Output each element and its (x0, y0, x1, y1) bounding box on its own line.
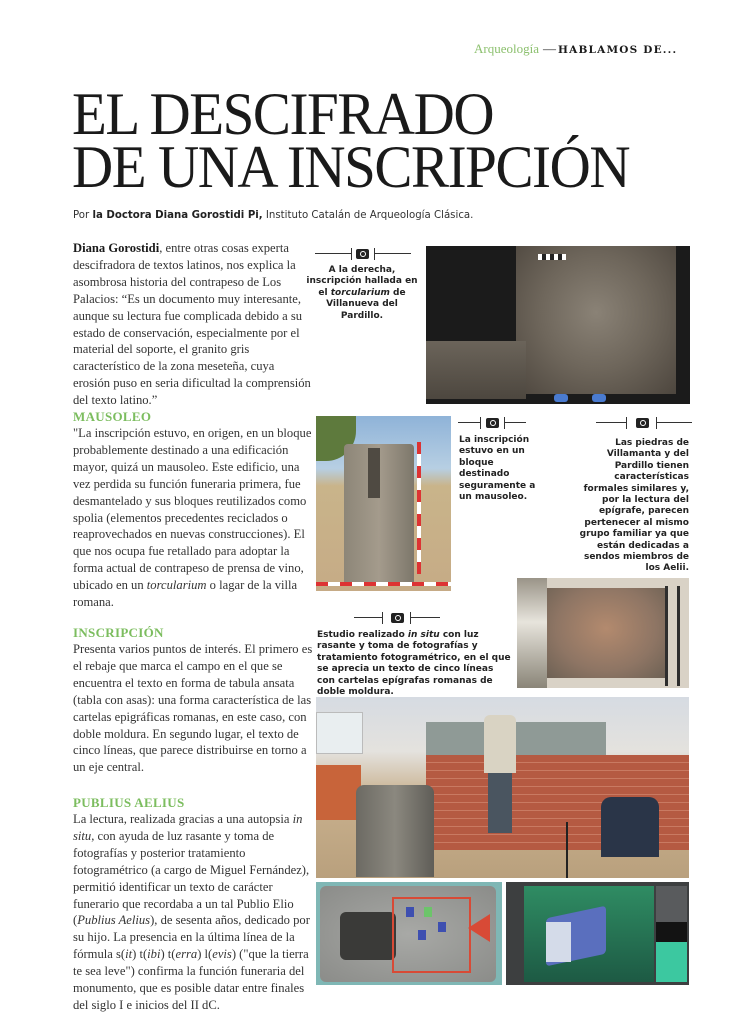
publius-text-3: ), de sesenta años, dedicado por su hijo. La presencia en la última línea de la fórmula s( (73, 913, 310, 962)
publius-text-1: La lectura, realizada gracias a una autopsia (73, 812, 293, 826)
photo-field-study (316, 697, 689, 878)
intro-text: , entre otras cosas experta descifradora de textos latinos, nos explica la asombrosa historia del contrapeso de Los Palacios: “Es un documento muy interesante, aunque su lectura fue complicada debido a su estado de conservación, especialmente por el material del soporte, el granito gris característico de la zona meseteña, cuya erosión puso en seria dificultad la comprensión del texto latino.” (73, 241, 311, 408)
caption-1-italic: torcularium (330, 287, 390, 298)
photo-photogrammetry-software (506, 882, 689, 985)
caption-4-italic: in situ (407, 630, 440, 640)
caption-2: La inscripción estuvo en un bloque destinado seguramente a un mausoleo. (459, 435, 536, 503)
publius-italic-2: Publius Aelius (77, 913, 151, 928)
section-dash: — (542, 41, 556, 56)
caption-1 (306, 265, 418, 322)
publius-italic-4: ibi (147, 947, 161, 962)
inscripcion-paragraph: Presenta varios puntos de interés. El primero es el rebaje que marca el campo en el que se encuentra el texto en forma de tabula ansata (tabla con asas): una forma característica de las cartelas epigráficas romanas, en este caso, con doble moldura. En segundo lugar, el texto de cinco líneas, que parece distribuirse en torno a un eje central. (73, 642, 313, 775)
intro-paragraph (73, 240, 313, 409)
byline-author: la Doctora Diana Gorostidi Pi, (92, 210, 263, 221)
section-tag (474, 41, 677, 57)
category-label: Arqueología (474, 41, 539, 56)
caption-4 (317, 630, 513, 698)
section-label: HABLAMOS DE... (557, 44, 678, 56)
heading-inscripcion: INSCRIPCIÓN (73, 625, 164, 640)
camera-icon (354, 611, 450, 625)
publius-italic-6: evis (212, 947, 232, 962)
byline-institution: Instituto Catalán de Arqueología Clásica. (265, 210, 474, 221)
photo-mausoleum-block (316, 416, 451, 591)
byline (73, 210, 473, 221)
title-line-2: DE UNA INSCRIPCIÓN (72, 134, 630, 200)
camera-icon (458, 416, 526, 430)
heading-mausoleo: MAUSOLEO (73, 409, 152, 424)
byline-prefix: Por (73, 210, 90, 221)
photo-photogrammetry-inscription (316, 882, 502, 985)
photo-villamanta-stone (517, 578, 689, 688)
publius-text-7: ) ("que la tierra te sea leve") confirma la función funeraria del monumento, que es posible datar entre finales del siglo I e inicios del II dC. (73, 947, 309, 1012)
mausoleo-paragraph (73, 425, 313, 611)
article-title (72, 81, 630, 200)
heading-publius-aelius: PUBLIUS AELIUS (73, 795, 185, 810)
mausoleo-text-a: "La inscripción estuvo, en origen, en un bloque probablemente destinado a una edificación mayor, quizá un mausoleo. Este edificio, una vez perdida su función funeraria primera, fue desmantelado y sus bloques reutilizados como spolia (elementos precedentes reciclados o reaprovechados en nuevas construcciones). El que nos ocupa fue retallado para adoptar la forma actual de contrapeso de prensa de vino, ubicado en un (73, 426, 312, 593)
camera-icon (315, 247, 411, 261)
photo-torcularium-inscription (426, 246, 690, 404)
caption-1-text-a: A la derecha, inscripción hallada en el (306, 265, 418, 298)
mausoleo-text-italic: torcularium (146, 578, 207, 593)
caption-4-text-a: Estudio realizado (317, 630, 408, 640)
publius-text-5: ) t( (160, 947, 176, 962)
publius-text-2: , con ayuda de luz rasante y toma de fotografías y posterior tratamiento fotogramétrico (a cargo de Miguel Fernández), permitió identificar un texto de carácter funerario que recordaba a un tal Publio Elio ( (73, 828, 310, 928)
intro-name: Diana Gorostidi (73, 241, 160, 255)
publius-paragraph (73, 811, 313, 1014)
caption-1-text-b: de Villanueva del Pardillo. (326, 287, 406, 321)
caption-3: Las piedras de Villamanta y del Pardillo tienen características formales similares y, por la lectura del epígrafe, parecen pertenecer al mismo grupo familiar ya que están dedicadas a sendos miembros de los Aelii. (579, 438, 689, 574)
camera-icon (596, 416, 692, 430)
publius-italic-5: erra (175, 947, 198, 962)
publius-italic-3: it (125, 947, 133, 962)
mausoleo-text-b: o lagar de la villa romana. (73, 578, 298, 610)
title-line-1: EL DESCIFRADO (72, 81, 494, 147)
publius-text-4: ) t( (132, 947, 148, 962)
publius-text-6: ) l( (197, 947, 213, 962)
caption-4-text-b: con luz rasante y toma de fotografías y tratamiento fotogramétrico, en el que se aprecia un texto de cinco líneas con cartelas epígrafas romanas de doble moldura. (317, 630, 511, 698)
publius-italic-1: in situ (73, 812, 303, 843)
